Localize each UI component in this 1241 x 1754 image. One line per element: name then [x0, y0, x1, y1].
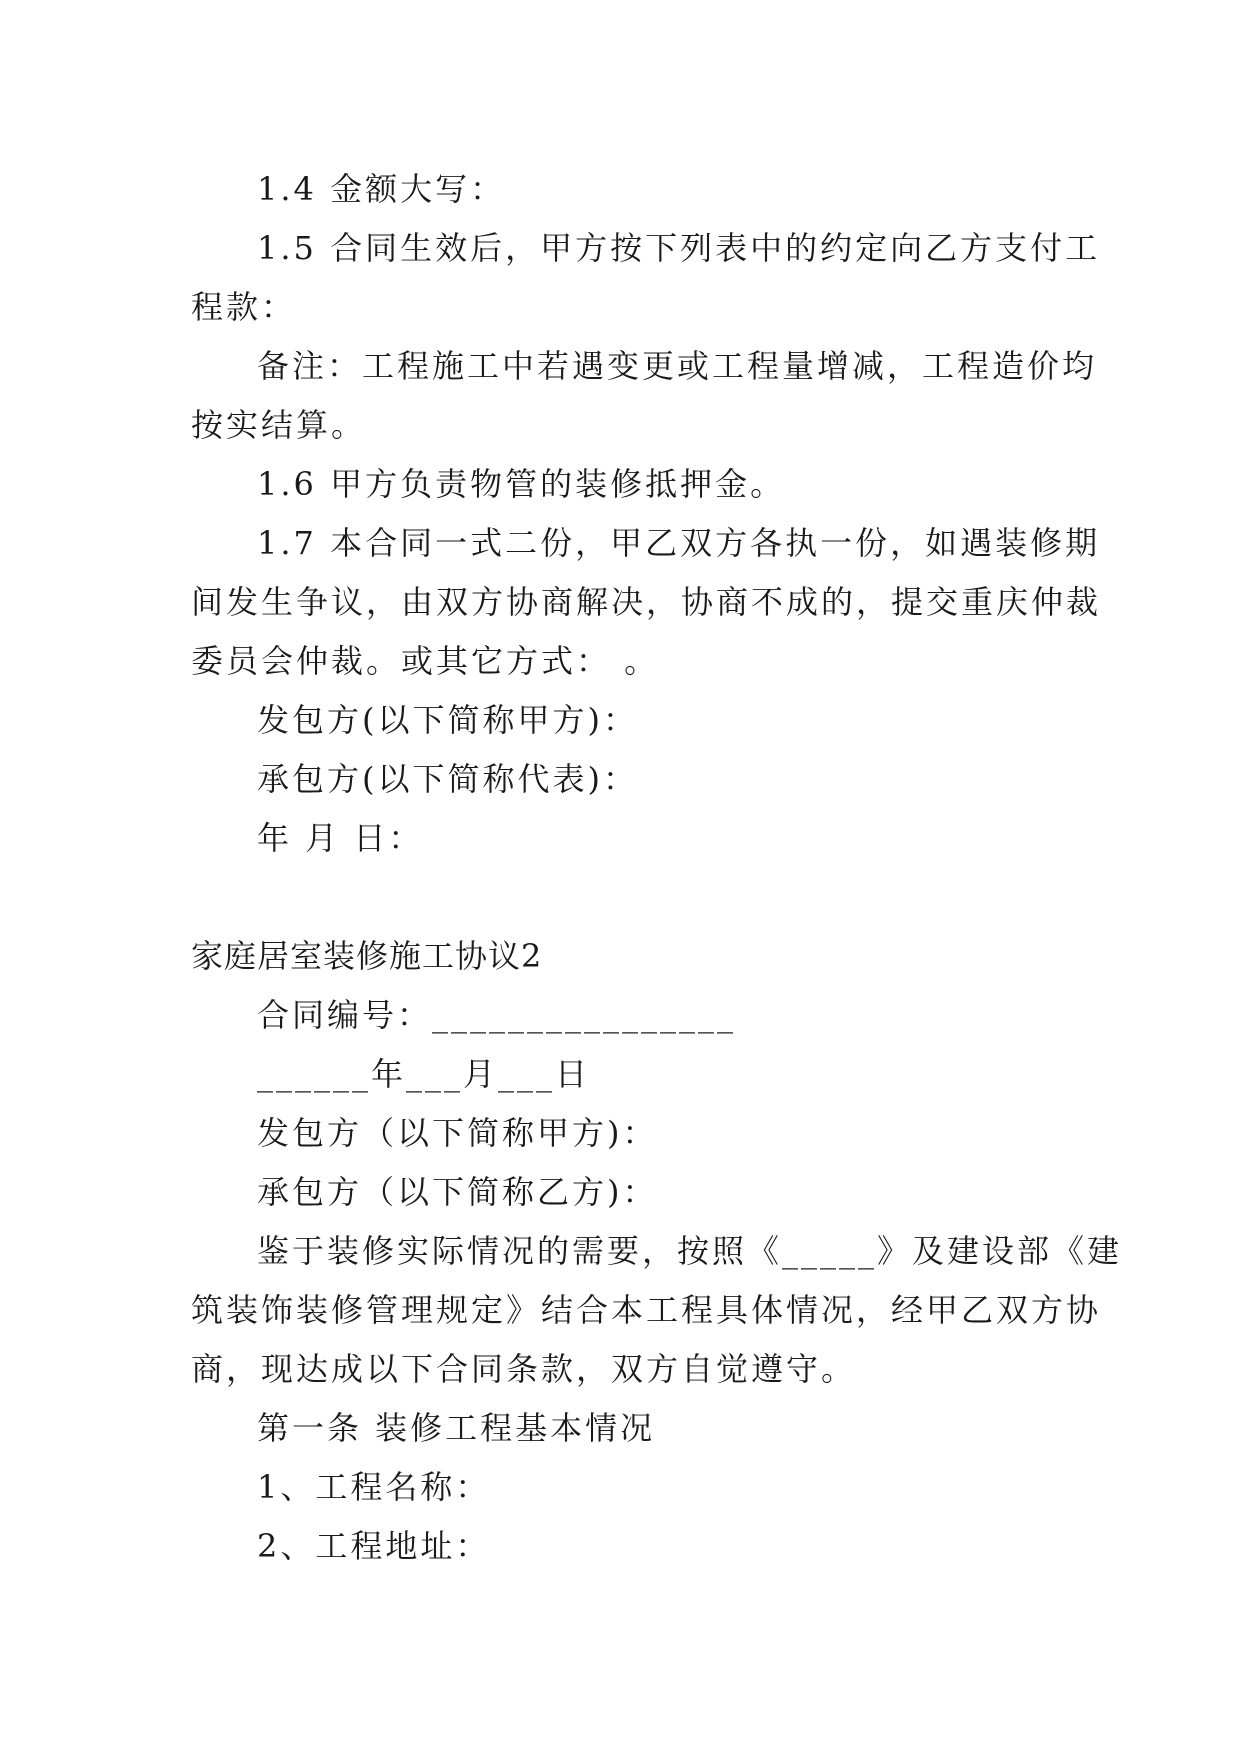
- project-name-item: 1、工程名称：: [257, 1468, 491, 1506]
- remark-line-1: 备注：工程施工中若遇变更或工程量增减，工程造价均: [257, 347, 1098, 385]
- clause-1-5-line-2: 程款：: [191, 288, 297, 326]
- project-address-item: 2、工程地址：: [257, 1527, 491, 1565]
- section-spacer: [191, 868, 1061, 927]
- party-a-signature: 发包方(以下简称甲方)：: [257, 701, 638, 739]
- party-a: 发包方（以下简称甲方)：: [257, 1114, 658, 1152]
- clause-1-4: 1.4 金额大写：: [257, 170, 506, 208]
- party-b: 承包方（以下简称乙方)：: [257, 1173, 658, 1211]
- preamble-line-1: 鉴于装修实际情况的需要，按照《_____》及建设部《建: [257, 1232, 1123, 1270]
- contract-date: ______年___月___日: [257, 1055, 591, 1093]
- article-1-heading: 第一条 装修工程基本情况: [257, 1409, 656, 1447]
- clause-1-7-line-2: 间发生争议，由双方协商解决，协商不成的，提交重庆仲裁: [191, 583, 1102, 621]
- preamble-line-3: 商，现达成以下合同条款，双方自觉遵守。: [191, 1350, 857, 1388]
- clause-1-7-line-1: 1.7 本合同一式二份，甲乙双方各执一份，如遇装修期: [257, 524, 1101, 562]
- party-b-signature: 承包方(以下简称代表)：: [257, 760, 638, 798]
- signature-date: 年 月 日：: [257, 819, 424, 857]
- preamble-line-2: 筑装饰装修管理规定》结合本工程具体情况，经甲乙双方协: [191, 1291, 1102, 1329]
- clause-1-6: 1.6 甲方负责物管的装修抵押金。: [257, 465, 786, 503]
- agreement-title: 家庭居室装修施工协议2: [191, 937, 543, 975]
- remark-line-2: 按实结算。: [191, 406, 367, 444]
- contract-number: 合同编号：________________: [257, 996, 737, 1034]
- clause-1-7-line-3: 委员会仲裁。或其它方式： 。: [191, 642, 660, 680]
- clause-1-5-line-1: 1.5 合同生效后，甲方按下列表中的约定向乙方支付工: [257, 229, 1101, 267]
- document-page: [191, 160, 1123, 1576]
